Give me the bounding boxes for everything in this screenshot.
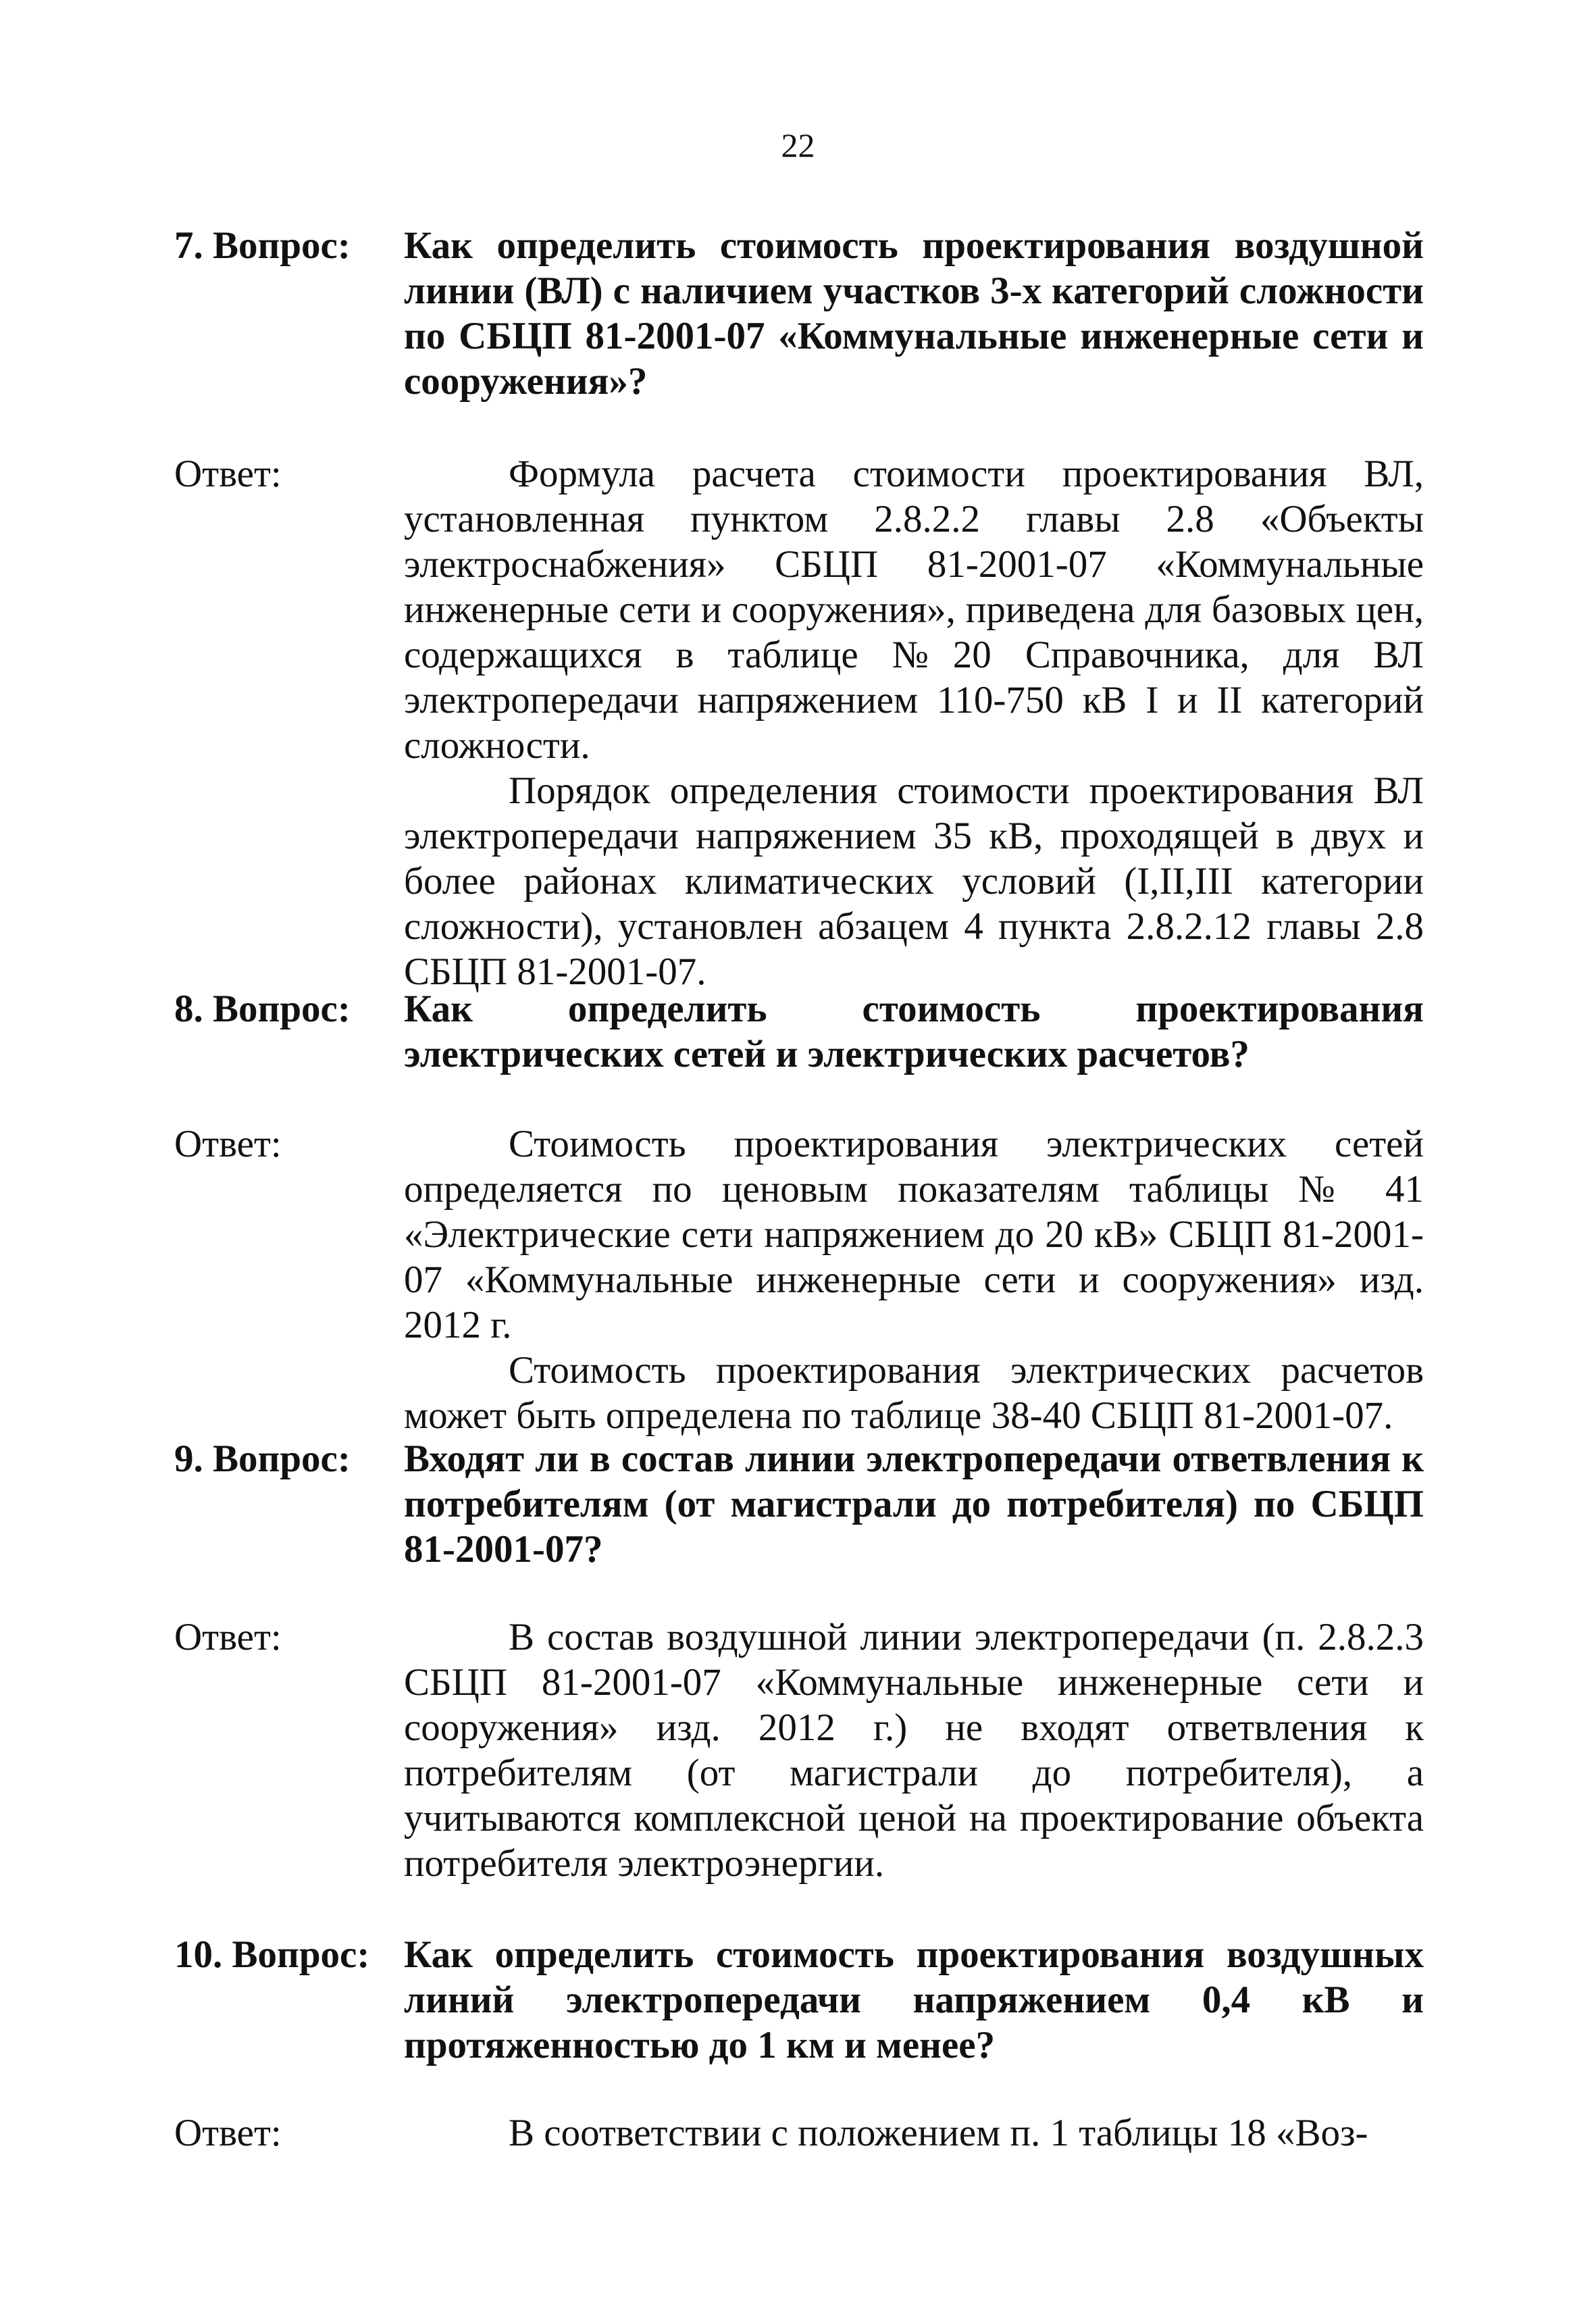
question-label-8: [174, 986, 351, 1032]
answer-label: Ответ:: [174, 1616, 282, 1658]
answer-paragraph: Стоимость проектирования электрических сетей определяется по ценовым показателям таблицы № 41 «Электрические сети напряжением до 20 кВ» СБЦП 81-2001-07 «Коммунальные инженерные сети и сооружения» изд. 2012 г.: [404, 1123, 1424, 1346]
answer-paragraph: Формула расчета стоимости проектирования ВЛ, установленная пунктом 2.8.2.2 главы 2.8 «Объекты электроснабжения» СБЦП 81-2001-07 «Коммунальные инженерные сети и сооружения», приведена для базовых цен, содержащихся в таблице №20 Справочника, для ВЛ электропередачи напряжением 110-750 кВ I и II категорий сложности.: [404, 453, 1424, 767]
answer-paragraph: В соответствии с положением п. 1 таблицы 18 «Воз-: [509, 2112, 1368, 2154]
answer-label: Ответ:: [174, 453, 282, 495]
question-text-7: Как определить стоимость проектирования воздушной линии (ВЛ) с наличием участков 3-х категорий сложности по СБЦП 81-2001-07 «Коммунальные инженерные сети и сооружения»?: [404, 224, 1424, 403]
question-label-10: [174, 1932, 369, 1977]
answer-text-8: [404, 1121, 1424, 1438]
question-text-10: Как определить стоимость проектирования воздушных линий электропередачи напряжением 0,4 кВ и протяженностью до 1 км и менее?: [404, 1933, 1424, 2066]
question-text-8: Как определить стоимость проектирования электрических сетей и электрических расчетов?: [404, 988, 1424, 1075]
answer-text-7: [404, 451, 1424, 994]
question-label-text: Вопрос:: [213, 1438, 351, 1480]
question-label-9: [174, 1436, 351, 1481]
answer-text-9: [404, 1615, 1424, 1886]
answer-label: Ответ:: [174, 1123, 282, 1165]
question-label-7: [174, 223, 351, 268]
question-label-text: Вопрос:: [213, 224, 351, 267]
answer-paragraph: Порядок определения стоимости проектирования ВЛ электропередачи напряжением 35 кВ, проходящей в двух и более районах климатических условий (I,II,III категории сложности), установлен абзацем 4 пункта 2.8.2.12 главы 2.8 СБЦП 81-2001-07.: [404, 769, 1424, 993]
question-text-9: Входят ли в состав линии электропередачи ответвления к потребителям (от магистрали до потребителя) по СБЦП 81-2001-07?: [404, 1438, 1424, 1571]
question-number: 10.: [174, 1933, 223, 1976]
page-number: 22: [781, 126, 815, 164]
question-number: 8.: [174, 988, 203, 1030]
answer-paragraph: В состав воздушной линии электропередачи (п. 2.8.2.3 СБЦП 81-2001-07 «Коммунальные инженерные сети и сооружения» изд. 2012 г.) не входят ответвления к потребителям (от магистрали до потребителя), а учитываются комплексной ценой на проектирование объекта потребителя электроэнергии.: [404, 1616, 1424, 1885]
question-number: 9.: [174, 1438, 203, 1480]
question-label-text: Вопрос:: [213, 988, 351, 1030]
answer-text-10: [404, 2110, 1424, 2156]
question-number: 7.: [174, 224, 203, 267]
question-label-text: Вопрос:: [232, 1933, 370, 1976]
answer-paragraph: Стоимость проектирования электрических расчетов может быть определена по таблице 38-40 СБЦП 81-2001-07.: [404, 1349, 1424, 1437]
answer-label: Ответ:: [174, 2112, 282, 2154]
